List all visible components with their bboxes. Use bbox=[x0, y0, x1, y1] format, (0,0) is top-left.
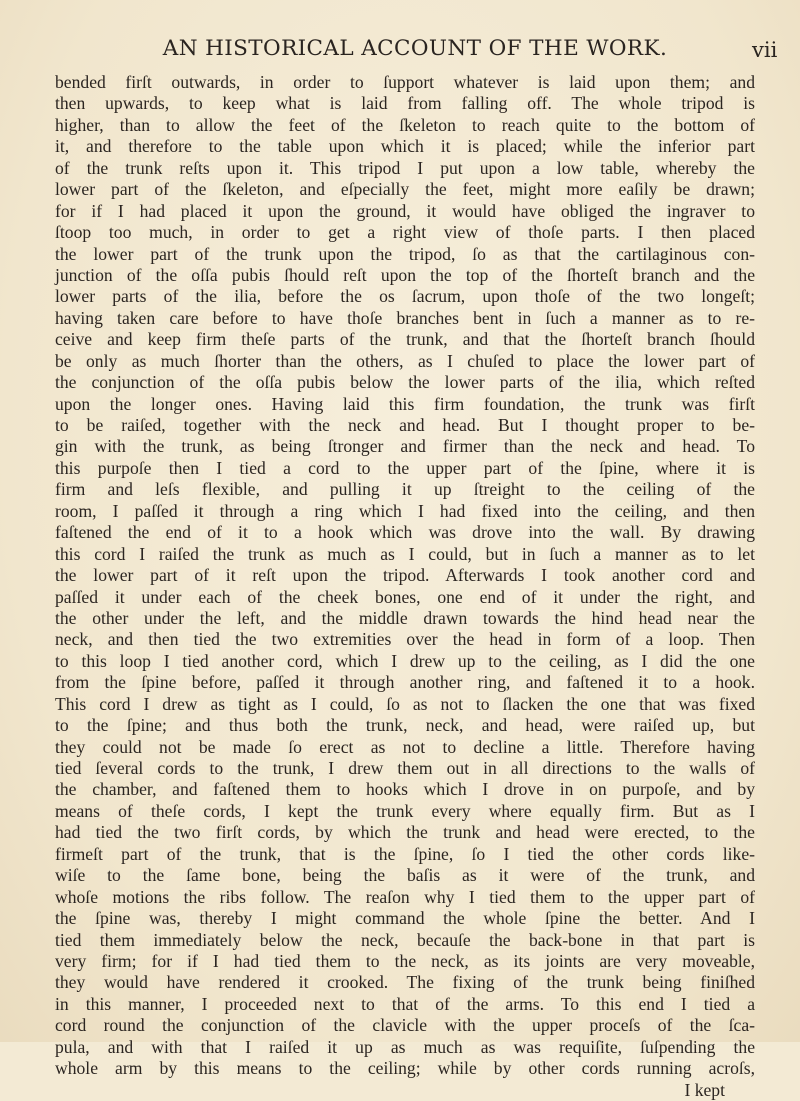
text-line: lower part of the ſkeleton, and eſpecially the feet, might more eaſily be drawn; bbox=[55, 179, 755, 200]
text-line: firm and leſs flexible, and pulling it up ſtreight to the ceiling of the bbox=[55, 479, 755, 500]
text-line: this purpoſe then I tied a cord to the upper part of the ſpine, where it is bbox=[55, 457, 755, 478]
text-line: the ſpine was, thereby I might command the whole ſpine the better. And I bbox=[55, 908, 755, 929]
text-line: this cord I raiſed the trunk as much as I could, but in ſuch a manner as to let bbox=[55, 543, 755, 564]
text-line: firmeſt part of the trunk, that is the ſpine, ſo I tied the other cords like- bbox=[55, 843, 755, 864]
text-line: the conjunction of the oſſa pubis below the lower parts of the ilia, which reſted bbox=[55, 372, 755, 393]
text-line: it, and therefore to the table upon which it is placed; while the inferior part bbox=[55, 136, 755, 157]
text-line: neck, and then tied the two extremities over the head in form of a loop. Then bbox=[55, 629, 755, 650]
text-line: This cord I drew as tight as I could, ſo as not to ſlacken the one that was fixed bbox=[55, 693, 755, 714]
text-line: paſſed it under each of the cheek bones, one end of it under the right, and bbox=[55, 586, 755, 607]
text-line: to the ſpine; and thus both the trunk, neck, and head, were raiſed up, but bbox=[55, 715, 755, 736]
text-line: had tied the two firſt cords, by which the trunk and head were erected, to the bbox=[55, 822, 755, 843]
text-line: means of theſe cords, I kept the trunk every where equally firm. But as I bbox=[55, 800, 755, 821]
page-number: vii bbox=[752, 38, 778, 62]
text-line: ceive and keep firm theſe parts of the trunk, and that the ſhorteſt branch ſhould bbox=[55, 329, 755, 350]
text-line: the other under the left, and the middle drawn towards the hind head near the bbox=[55, 607, 755, 628]
running-head: AN HISTORICAL ACCOUNT OF THE WORK. bbox=[162, 36, 668, 61]
text-line: having taken care before to have thoſe branches bent in ſuch a manner as to re- bbox=[55, 307, 755, 328]
text-line: ſtoop too much, in order to get a right view of thoſe parts. I then placed bbox=[55, 222, 755, 243]
text-line: they could not be made ſo erect as not to decline a little. Therefore having bbox=[55, 736, 755, 757]
text-line: to be raiſed, together with the neck and head. But I thought proper to be- bbox=[55, 415, 755, 435]
text-line: be only as much ſhorter than the others, as I chuſed to place the lower part of bbox=[55, 350, 755, 371]
body-text bbox=[55, 72, 755, 1101]
text-line: very firm; for if I had tied them to the neck, as its joints are very moveable, bbox=[55, 950, 755, 971]
text-line: the chamber, and faſtened them to hooks which I drove in on purpoſe, and by bbox=[55, 779, 755, 800]
text-line: to this loop I tied another cord, which I drew up to the ceiling, as I did the one bbox=[55, 650, 755, 671]
text-line: wiſe to the ſame bone, being the baſis as it were of the trunk, and bbox=[55, 865, 755, 886]
text-line: gin with the trunk, as being ſtronger and firmer than the neck and head. To bbox=[55, 436, 755, 457]
text-line: from the ſpine before, paſſed it through another ring, and faſtened it to a hook. bbox=[55, 672, 755, 693]
text-line: then upwards, to keep what is laid from falling off. The whole tripod is bbox=[55, 93, 755, 114]
text-line: lower parts of the ilia, before the os ſacrum, upon thoſe of the two longeſt; bbox=[55, 286, 755, 307]
text-line: of the trunk reſts upon it. This tripod I put upon a low table, whereby the bbox=[55, 157, 755, 178]
text-line: whoſe motions the ribs follow. The reaſon why I tied them to the upper part of bbox=[55, 886, 755, 907]
text-line: bended firſt outwards, in order to ſupport whatever is laid upon them; and bbox=[55, 72, 755, 92]
text-line: tied them immediately below the neck, becauſe the back-bone in that part is bbox=[55, 929, 755, 950]
text-line: room, I paſſed it through a ring which I had fixed into the ceiling, and then bbox=[55, 500, 755, 521]
text-line: tied ſeveral cords to the trunk, I drew them out in all directions to the walls of bbox=[55, 758, 755, 778]
text-line: for if I had placed it upon the ground, it would have obliged the ingraver to bbox=[55, 200, 755, 221]
text-line: whole arm by this means to the ceiling; while by other cords running acroſs, bbox=[55, 1058, 755, 1079]
text-line: the lower part of the trunk upon the tripod, ſo as that the cartilaginous con- bbox=[55, 243, 755, 264]
text-line: faſtened the end of it to a hook which was drove into the wall. By drawing bbox=[55, 522, 755, 543]
text-line: junction of the oſſa pubis ſhould reſt upon the top of the ſhorteſt branch and the bbox=[55, 264, 755, 285]
text-line: the lower part of it reſt upon the tripod. Afterwards I took another cord and bbox=[55, 565, 755, 586]
text-line: pula, and with that I raiſed it up as much as was requiſite, ſuſpending the bbox=[55, 1036, 755, 1057]
catchword: I kept bbox=[684, 1079, 725, 1100]
text-line: they would have rendered it crooked. The fixing of the trunk being finiſhed bbox=[55, 972, 755, 993]
text-line: cord round the conjunction of the clavicle with the upper proceſs of the ſca- bbox=[55, 1015, 755, 1036]
text-line: in this manner, I proceeded next to that of the arms. To this end I tied a bbox=[55, 993, 755, 1014]
text-line: upon the longer ones. Having laid this firm foundation, the trunk was firſt bbox=[55, 393, 755, 414]
text-line: higher, than to allow the feet of the ſkeleton to reach quite to the bottom of bbox=[55, 114, 755, 135]
